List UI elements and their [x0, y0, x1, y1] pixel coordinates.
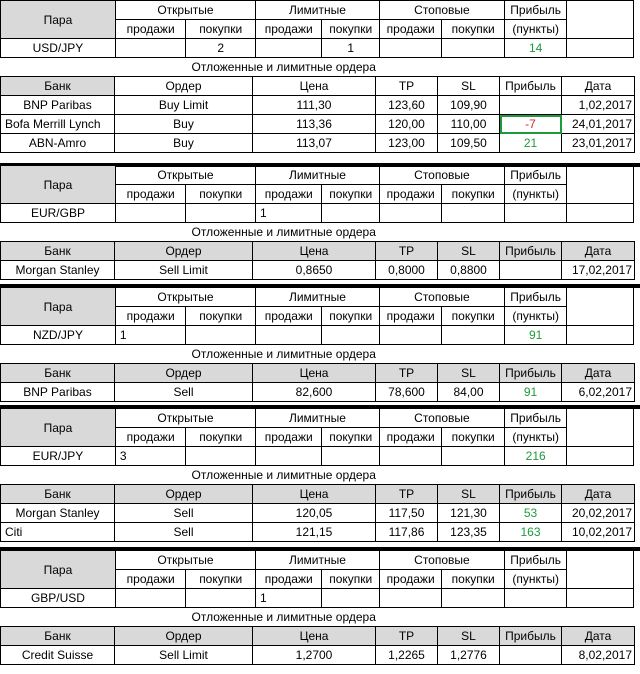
pair-header: Пара	[1, 551, 116, 589]
orders-table	[0, 363, 635, 402]
open-sell-value[interactable]	[115, 39, 186, 58]
order-tp[interactable]: 1,2265	[376, 646, 438, 665]
order-date[interactable]: 6,02,2017	[562, 383, 635, 402]
col-sl: SL	[438, 364, 500, 383]
empty-cell[interactable]	[567, 428, 634, 447]
order-tp[interactable]: 117,50	[376, 504, 438, 523]
limit-buy-header: покупки	[322, 428, 379, 447]
profit-header: Прибыль	[504, 288, 566, 307]
order-sl[interactable]: 1,2776	[438, 646, 500, 665]
order-price[interactable]: 111,30	[253, 96, 376, 115]
order-profit[interactable]: 53	[500, 504, 562, 523]
order-profit[interactable]	[500, 96, 562, 115]
stop-sell-header: продажи	[379, 428, 441, 447]
pair-header: Пара	[1, 166, 116, 204]
pair-header: Пара	[1, 1, 116, 39]
order-sl[interactable]: 84,00	[438, 383, 500, 402]
stop-buy-value[interactable]	[442, 39, 505, 58]
limit-sell-value[interactable]	[255, 447, 322, 466]
empty-cell[interactable]	[567, 551, 634, 570]
col-sl: SL	[438, 627, 500, 646]
pending-orders-title: Отложенные и лимитные ордера	[191, 225, 376, 239]
open-buy-header: покупки	[186, 307, 256, 326]
col-bank: Банк	[1, 485, 115, 504]
order-sl[interactable]: 110,00	[438, 115, 500, 134]
open-buy-header: покупки	[186, 428, 256, 447]
limit-sell-header: продажи	[255, 570, 322, 589]
limit-buy-value[interactable]	[322, 447, 379, 466]
open-header: Открытые	[115, 288, 255, 307]
col-bank: Банк	[1, 627, 115, 646]
col-price: Цена	[253, 627, 376, 646]
limit-buy-header: покупки	[322, 570, 379, 589]
stop-buy-value[interactable]	[442, 204, 505, 223]
order-profit[interactable]: 91	[500, 383, 562, 402]
order-date[interactable]: 10,02,2017	[562, 523, 635, 542]
stop-sell-header: продажи	[379, 185, 441, 204]
open-buy-header: покупки	[186, 20, 256, 39]
profit-header: Прибыль	[504, 409, 566, 428]
empty-cell[interactable]	[567, 204, 634, 223]
open-buy-header: покупки	[186, 185, 256, 204]
order-row	[1, 115, 635, 134]
col-profit: Прибыль	[500, 77, 562, 96]
empty-cell[interactable]	[567, 20, 634, 39]
limit-sell-value[interactable]: 1	[255, 589, 322, 608]
col-bank: Банк	[1, 364, 115, 383]
stop-header: Стоповые	[379, 1, 504, 20]
pair-block-nzdjpy	[0, 287, 640, 402]
order-date[interactable]: 8,02,2017	[562, 646, 635, 665]
col-profit: Прибыль	[500, 485, 562, 504]
limit-sell-value[interactable]	[255, 326, 322, 345]
orders-table	[0, 241, 635, 280]
stop-buy-header: покупки	[442, 428, 505, 447]
order-type[interactable]: Buy	[115, 115, 253, 134]
order-profit[interactable]: 163	[500, 523, 562, 542]
order-row	[1, 96, 635, 115]
order-price[interactable]: 113,36	[253, 115, 376, 134]
col-bank: Банк	[1, 77, 115, 96]
order-tp[interactable]: 117,86	[376, 523, 438, 542]
empty-cell[interactable]	[567, 409, 634, 428]
orders-table	[0, 484, 635, 542]
order-date[interactable]: 20,02,2017	[562, 504, 635, 523]
order-row	[1, 383, 635, 402]
empty-cell[interactable]	[567, 185, 634, 204]
stop-header: Стоповые	[379, 288, 504, 307]
open-header: Открытые	[115, 1, 255, 20]
open-sell-header: продажи	[115, 20, 186, 39]
order-type[interactable]: Sell	[115, 523, 253, 542]
col-tp: TP	[376, 77, 438, 96]
points-header: (пункты)	[504, 307, 566, 326]
pending-orders-title: Отложенные и лимитные ордера	[191, 60, 376, 74]
order-date[interactable]: 23,01,2017	[562, 134, 635, 153]
pair-block-eurgbp	[0, 165, 640, 280]
col-profit: Прибыль	[500, 627, 562, 646]
col-price: Цена	[253, 364, 376, 383]
open-header: Открытые	[115, 551, 255, 570]
pair-name[interactable]: EUR/GBP	[1, 204, 116, 223]
col-price: Цена	[253, 77, 376, 96]
open-buy-value[interactable]	[186, 326, 256, 345]
col-order: Ордер	[115, 364, 253, 383]
empty-cell[interactable]	[567, 608, 634, 627]
order-date[interactable]: 24,01,2017	[562, 115, 635, 134]
order-type[interactable]: Buy	[115, 134, 253, 153]
col-price: Цена	[253, 485, 376, 504]
empty-cell[interactable]	[567, 58, 634, 77]
order-price[interactable]: 113,07	[253, 134, 376, 153]
stop-buy-value[interactable]	[442, 326, 505, 345]
col-tp: TP	[376, 485, 438, 504]
positions-table	[0, 0, 634, 76]
open-sell-value[interactable]	[115, 204, 186, 223]
col-date: Дата	[562, 627, 635, 646]
col-order: Ордер	[115, 77, 253, 96]
limit-buy-header: покупки	[322, 20, 379, 39]
points-header: (пункты)	[504, 20, 566, 39]
order-sl[interactable]: 121,30	[438, 504, 500, 523]
order-date[interactable]: 1,02,2017	[562, 96, 635, 115]
open-buy-value[interactable]	[186, 204, 256, 223]
limit-sell-value[interactable]	[255, 39, 322, 58]
limit-header: Лимитные	[255, 1, 379, 20]
limit-sell-header: продажи	[255, 185, 322, 204]
stop-sell-header: продажи	[379, 20, 441, 39]
stop-sell-value[interactable]	[379, 447, 441, 466]
col-date: Дата	[562, 77, 635, 96]
order-price[interactable]: 82,600	[253, 383, 376, 402]
col-date: Дата	[562, 364, 635, 383]
open-sell-header: продажи	[115, 428, 186, 447]
stop-sell-value[interactable]	[379, 204, 441, 223]
profit-value[interactable]: 14	[504, 39, 566, 58]
empty-cell[interactable]	[567, 288, 634, 307]
limit-header: Лимитные	[255, 288, 379, 307]
order-type[interactable]: Sell	[115, 504, 253, 523]
order-type[interactable]: Sell	[115, 383, 253, 402]
col-order: Ордер	[115, 242, 253, 261]
positions-table	[0, 287, 634, 363]
order-price[interactable]: 121,15	[253, 523, 376, 542]
order-tp[interactable]: 78,600	[376, 383, 438, 402]
order-type[interactable]: Buy Limit	[115, 96, 253, 115]
stop-sell-header: продажи	[379, 307, 441, 326]
col-bank: Банк	[1, 242, 115, 261]
order-date[interactable]: 17,02,2017	[562, 261, 635, 280]
limit-header: Лимитные	[255, 166, 379, 185]
pair-name[interactable]: USD/JPY	[1, 39, 116, 58]
col-date: Дата	[562, 485, 635, 504]
order-sl[interactable]: 123,35	[438, 523, 500, 542]
limit-buy-value[interactable]	[322, 589, 379, 608]
order-row	[1, 504, 635, 523]
order-bank[interactable]: Bofa Merrill Lynch	[1, 115, 115, 134]
order-bank[interactable]: BNP Paribas	[1, 383, 115, 402]
order-tp[interactable]: 0,8000	[376, 261, 438, 280]
stop-buy-header: покупки	[442, 570, 505, 589]
empty-cell[interactable]	[567, 570, 634, 589]
order-tp[interactable]: 120,00	[376, 115, 438, 134]
profit-value[interactable]	[504, 589, 566, 608]
order-bank[interactable]: ABN-Amro	[1, 134, 115, 153]
stop-buy-header: покупки	[442, 20, 505, 39]
col-order: Ордер	[115, 627, 253, 646]
stop-sell-value[interactable]	[379, 39, 441, 58]
limit-sell-value[interactable]: 1	[255, 204, 322, 223]
limit-sell-header: продажи	[255, 428, 322, 447]
open-header: Открытые	[115, 409, 255, 428]
limit-header: Лимитные	[255, 409, 379, 428]
col-date: Дата	[562, 242, 635, 261]
order-profit[interactable]	[500, 646, 562, 665]
pair-name[interactable]: NZD/JPY	[1, 326, 116, 345]
empty-cell[interactable]	[567, 326, 634, 345]
open-sell-value[interactable]: 3	[115, 447, 186, 466]
empty-cell[interactable]	[567, 39, 634, 58]
order-bank[interactable]: BNP Paribas	[1, 96, 115, 115]
empty-cell[interactable]	[567, 1, 634, 20]
order-row	[1, 134, 635, 153]
orders-table	[0, 626, 635, 665]
order-price[interactable]: 120,05	[253, 504, 376, 523]
empty-cell[interactable]	[567, 166, 634, 185]
stop-buy-header: покупки	[442, 185, 505, 204]
order-profit[interactable]: 21	[500, 134, 562, 153]
open-buy-header: покупки	[186, 570, 256, 589]
order-type[interactable]: Sell Limit	[115, 646, 253, 665]
profit-value[interactable]: 216	[504, 447, 566, 466]
order-bank[interactable]: Morgan Stanley	[1, 261, 115, 280]
points-header: (пункты)	[504, 185, 566, 204]
open-header: Открытые	[115, 166, 255, 185]
open-buy-value[interactable]	[186, 589, 256, 608]
pending-orders-title: Отложенные и лимитные ордера	[191, 347, 376, 361]
positions-table	[0, 550, 634, 626]
stop-header: Стоповые	[379, 409, 504, 428]
order-row	[1, 261, 635, 280]
pair-block-eurjpy	[0, 408, 640, 542]
order-sl[interactable]: 0,8800	[438, 261, 500, 280]
empty-cell[interactable]	[567, 447, 634, 466]
order-row	[1, 646, 635, 665]
stop-header: Стоповые	[379, 166, 504, 185]
empty-cell[interactable]	[567, 466, 634, 485]
col-profit: Прибыль	[500, 242, 562, 261]
limit-buy-value[interactable]: 1	[322, 39, 379, 58]
limit-sell-header: продажи	[255, 307, 322, 326]
order-price[interactable]: 1,2700	[253, 646, 376, 665]
stop-header: Стоповые	[379, 551, 504, 570]
col-sl: SL	[438, 77, 500, 96]
empty-cell[interactable]	[567, 589, 634, 608]
limit-buy-value[interactable]	[322, 326, 379, 345]
col-profit: Прибыль	[500, 364, 562, 383]
open-sell-header: продажи	[115, 570, 186, 589]
stop-sell-header: продажи	[379, 570, 441, 589]
stop-sell-value[interactable]	[379, 589, 441, 608]
col-tp: TP	[376, 364, 438, 383]
col-order: Ордер	[115, 485, 253, 504]
pair-name[interactable]: GBP/USD	[1, 589, 116, 608]
order-sl[interactable]: 109,50	[438, 134, 500, 153]
profit-header: Прибыль	[504, 1, 566, 20]
profit-value[interactable]	[504, 204, 566, 223]
col-price: Цена	[253, 242, 376, 261]
order-bank[interactable]: Citi	[1, 523, 115, 542]
stop-buy-value[interactable]	[442, 447, 505, 466]
orders-table	[0, 76, 635, 153]
pending-orders-title: Отложенные и лимитные ордера	[191, 610, 376, 624]
limit-buy-header: покупки	[322, 307, 379, 326]
limit-header: Лимитные	[255, 551, 379, 570]
empty-cell[interactable]	[567, 223, 634, 242]
open-sell-header: продажи	[115, 185, 186, 204]
order-sl[interactable]: 109,90	[438, 96, 500, 115]
col-sl: SL	[438, 242, 500, 261]
points-header: (пункты)	[504, 570, 566, 589]
order-type[interactable]: Sell Limit	[115, 261, 253, 280]
points-header: (пункты)	[504, 428, 566, 447]
order-profit[interactable]	[500, 261, 562, 280]
empty-cell[interactable]	[567, 307, 634, 326]
pair-block-usdjpy	[0, 0, 640, 153]
limit-buy-header: покупки	[322, 185, 379, 204]
limit-buy-value[interactable]	[322, 204, 379, 223]
order-tp[interactable]: 123,60	[376, 96, 438, 115]
col-tp: TP	[376, 242, 438, 261]
positions-table	[0, 408, 634, 484]
stop-sell-value[interactable]	[379, 326, 441, 345]
col-sl: SL	[438, 485, 500, 504]
profit-header: Прибыль	[504, 551, 566, 570]
open-sell-value[interactable]	[115, 589, 186, 608]
pair-header: Пара	[1, 288, 116, 326]
profit-value[interactable]: 91	[504, 326, 566, 345]
pair-block-gbpusd	[0, 550, 640, 665]
order-bank[interactable]: Credit Suisse	[1, 646, 115, 665]
order-bank[interactable]: Morgan Stanley	[1, 504, 115, 523]
order-profit-selected[interactable]: -7	[500, 115, 562, 134]
open-buy-value[interactable]	[186, 447, 256, 466]
profit-header: Прибыль	[504, 166, 566, 185]
pair-header: Пара	[1, 409, 116, 447]
col-tp: TP	[376, 627, 438, 646]
pair-name[interactable]: EUR/JPY	[1, 447, 116, 466]
open-sell-header: продажи	[115, 307, 186, 326]
order-price[interactable]: 0,8650	[253, 261, 376, 280]
limit-sell-header: продажи	[255, 20, 322, 39]
order-tp[interactable]: 123,00	[376, 134, 438, 153]
order-row	[1, 523, 635, 542]
empty-cell[interactable]	[567, 345, 634, 364]
positions-table	[0, 165, 634, 241]
stop-buy-value[interactable]	[442, 589, 505, 608]
pending-orders-title: Отложенные и лимитные ордера	[191, 468, 376, 482]
open-buy-value[interactable]: 2	[186, 39, 256, 58]
open-sell-value[interactable]: 1	[115, 326, 186, 345]
stop-buy-header: покупки	[442, 307, 505, 326]
